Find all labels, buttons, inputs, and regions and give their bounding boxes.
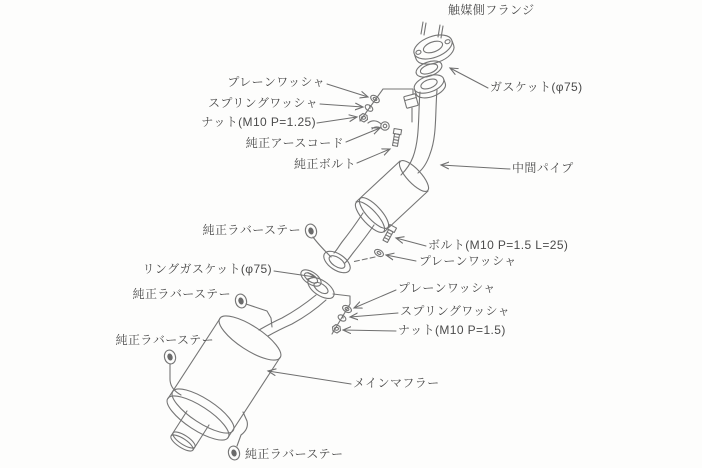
label-mid-pipe: 中間パイプ [512,161,574,175]
label-plain-washer-top: プレーンワッシャ [227,75,325,89]
label-rubber-stay-1: 純正ラバーステー [202,223,301,237]
label-rubber-stay-3: 純正ラバーステー [115,333,214,347]
label-oem-earth-cord: 純正アースコード [245,136,344,150]
label-plain-washer-low: プレーンワッシャ [398,281,496,295]
nut-top-icon [360,114,368,123]
label-spring-washer-top: スプリングワッシャ [207,96,318,110]
resonator-drawing [351,157,433,237]
label-plain-washer-mid: プレーンワッシャ [419,254,517,268]
hanger-wire-4 [237,412,247,446]
rubber-stay-3-icon [163,349,177,365]
label-oem-bolt: 純正ボルト [293,157,356,171]
hanger-wire-3 [170,364,181,395]
label-nut-m10-p15: ナット(M10 P=1.5) [398,323,506,337]
rubber-stay-1-icon [304,223,318,239]
pipe-bracket-drawing [404,94,419,109]
label-spring-washer-low: スプリングワッシャ [400,304,511,318]
label-gasket-phi75: ガスケット(φ75) [490,80,583,94]
stock-bolt-icon [391,129,401,147]
rubber-stay-4-icon [227,445,241,461]
rubber-stay-2-icon [234,293,248,309]
tail-pipe-drawing [169,411,209,454]
label-nut-m10-p125: ナット(M10 P=1.25) [201,115,316,129]
label-rubber-stay-4: 純正ラバーステー [245,447,344,461]
hanger-wire-1 [313,237,331,257]
main-muffler-drawing [161,308,286,447]
label-main-muffler: メインマフラー [353,376,440,390]
label-bolt-m10-p15-l25: ボルト(M10 P=1.5 L=25) [428,238,569,252]
label-ring-gasket: リングガスケット(φ75) [142,262,272,276]
label-rubber-stay-2: 純正ラバーステー [132,287,231,301]
catalyst-flange-drawing [411,22,458,69]
label-catalyst-flange: 触媒側フランジ [448,3,535,17]
mid-fastener-leader [352,257,375,262]
